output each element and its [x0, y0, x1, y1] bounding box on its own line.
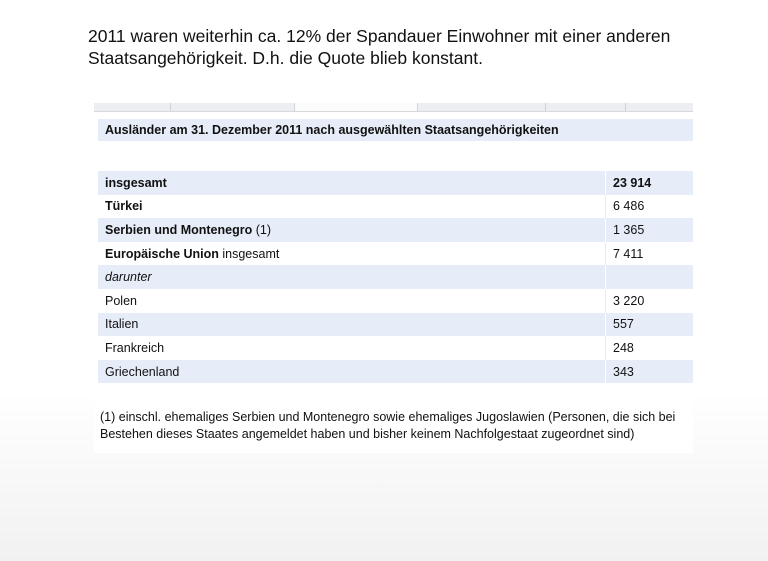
table-row — [98, 171, 693, 195]
row-label: darunter — [98, 265, 605, 289]
table-title-bar — [98, 119, 693, 141]
table-row — [98, 242, 693, 266]
row-label: Europäische Union insgesamt — [98, 242, 605, 266]
table-row — [98, 313, 693, 337]
row-label: Frankreich — [98, 336, 605, 360]
intro-text: 2011 waren weiterhin ca. 12% der Spandauer Einwohner mit einer anderen Staatsangehörigkeit. D.h. die Quote blieb konstant. — [88, 26, 671, 68]
tab[interactable] — [417, 103, 546, 111]
row-value: 6 486 — [605, 195, 693, 219]
table-row — [98, 195, 693, 219]
row-label: Polen — [98, 289, 605, 313]
table-panel — [94, 103, 693, 453]
tab-active[interactable] — [294, 103, 418, 111]
tab-strip — [94, 103, 693, 112]
table-row — [98, 218, 693, 242]
tab[interactable] — [94, 103, 171, 111]
tab[interactable] — [170, 103, 295, 111]
statistics-table — [98, 171, 693, 383]
row-value: 1 365 — [605, 218, 693, 242]
table-title: Ausländer am 31. Dezember 2011 nach ausgewählten Staatsangehörigkeiten — [105, 123, 559, 137]
row-value — [605, 265, 693, 289]
row-label: Italien — [98, 313, 605, 337]
table-footnote: (1) einschl. ehemaliges Serbien und Montenegro sowie ehemaliges Jugoslawien (Personen, die sich bei Bestehen dieses Staates angemeldet haben und bisher keinem Nachfolgestaat zugeordnet sind) — [100, 410, 676, 441]
row-value: 343 — [605, 360, 693, 384]
row-value: 3 220 — [605, 289, 693, 313]
row-label: Griechenland — [98, 360, 605, 384]
table-row — [98, 360, 693, 384]
row-label: insgesamt — [98, 171, 605, 195]
table-row — [98, 265, 693, 289]
tab[interactable] — [545, 103, 626, 111]
row-value: 23 914 — [605, 171, 693, 195]
row-value: 7 411 — [605, 242, 693, 266]
row-value: 248 — [605, 336, 693, 360]
row-value: 557 — [605, 313, 693, 337]
table-row — [98, 289, 693, 313]
row-label: Türkei — [98, 195, 605, 219]
row-label: Serbien und Montenegro (1) — [98, 218, 605, 242]
table-row — [98, 336, 693, 360]
